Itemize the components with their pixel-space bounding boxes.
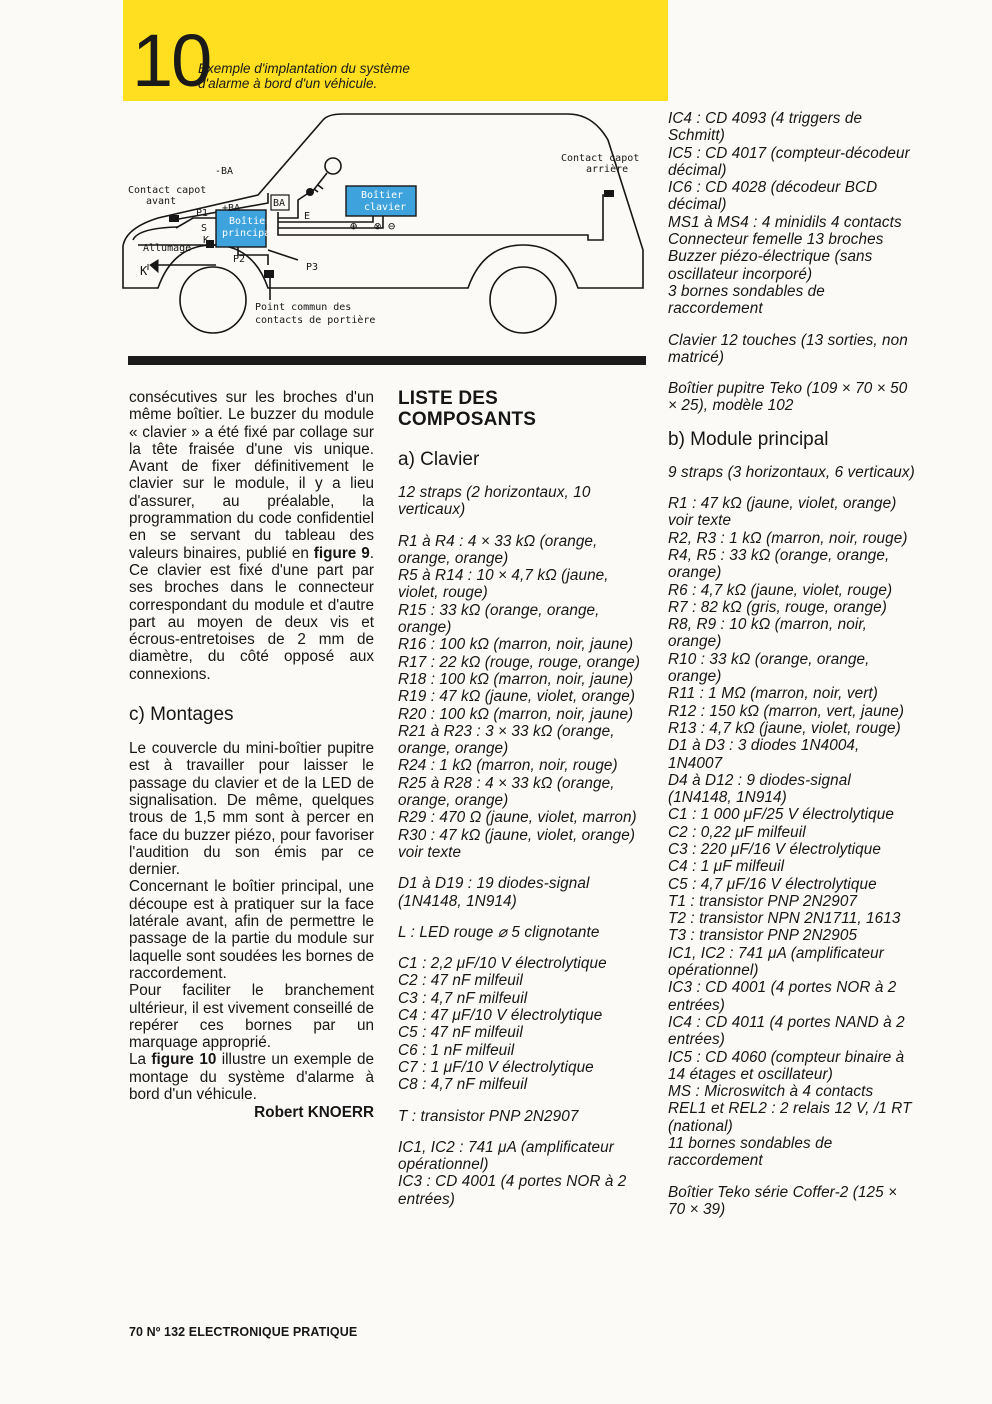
- label-e: E: [304, 211, 311, 222]
- page-footer: 70 Nº 132 ELECTRONIQUE PRATIQUE: [129, 1325, 358, 1339]
- figure-caption: [198, 61, 518, 91]
- component-item: IC5 : CD 4017 (compteur-décodeur décimal): [668, 144, 910, 179]
- component-item: R29 : 470 Ω (jaune, violet, marron): [398, 809, 637, 827]
- component-group: [668, 332, 916, 367]
- component-item: 3 bornes sondables de raccordement: [668, 282, 825, 318]
- article-paragraph: [129, 389, 374, 683]
- minus-terminal-icon: ⊖: [388, 219, 396, 233]
- component-item: IC3 : CD 4001 (4 portes NOR à 2 entrées): [668, 979, 897, 1014]
- section-heading-clavier: a) Clavier: [398, 449, 480, 470]
- component-item: C6 : 1 nF milfeuil: [398, 1041, 515, 1059]
- component-item: IC6 : CD 4028 (décodeur BCD décimal): [668, 179, 878, 214]
- component-group: [668, 1184, 916, 1219]
- component-group: [668, 464, 916, 481]
- component-item: C8 : 4,7 nF milfeuil: [398, 1076, 528, 1094]
- component-groups: [668, 464, 916, 1218]
- component-item: R20 : 100 kΩ (marron, noir, jaune): [398, 705, 634, 723]
- article-text: illustre un exemple de montage du système d'alarme à bord d'un véhicule.: [129, 1051, 374, 1103]
- label-p2: P2: [233, 254, 246, 265]
- component-item: R16 : 100 kΩ (marron, noir, jaune): [398, 636, 634, 654]
- component-item: R4, R5 : 33 kΩ (orange, orange, orange): [668, 546, 890, 582]
- component-item: R19 : 47 kΩ (jaune, violet, orange): [398, 688, 636, 706]
- article-paragraph: Le couvercle du mini-boîtier pupitre est à travailler pour laisser le passage du clavier et de la LED de signalisation. De même, quelques trous de 1,5 mm sont à percer en face du buzzer piézo, pour favoriser l'audition du son émis par ce dernier.: [129, 740, 374, 879]
- components-title-line: COMPOSANTS: [398, 409, 537, 430]
- label-k: K: [203, 235, 210, 246]
- figure-number: 10: [132, 19, 211, 102]
- component-item: T2 : transistor NPN 2N1711, 1613: [668, 910, 901, 928]
- component-item: R2, R3 : 1 kΩ (marron, noir, rouge): [668, 529, 908, 547]
- component-item: D4 à D12 : 9 diodes-signal (1N4148, 1N914): [668, 771, 851, 807]
- component-group: [668, 495, 916, 1170]
- component-item: R8, R9 : 10 kΩ (marron, noir, orange): [668, 616, 868, 651]
- component-item: C1 : 2,2 μF/10 V électrolytique: [398, 955, 607, 973]
- label-allumage: Allumage: [143, 243, 192, 254]
- component-group: [398, 1139, 646, 1208]
- article-text: . Ce clavier est fixé d'une part par ses broches dans le connecteur correspondant du module et d'autre part au moyen de deux vis et écrous-entretoises de 2 mm de diamètre, du côté opposé aux connexions.: [129, 544, 374, 683]
- component-item: C3 : 220 μF/16 V électrolytique: [668, 840, 881, 858]
- component-item: Boîtier pupitre Teko (109 × 70 × 50 × 25), modèle 102: [668, 380, 908, 415]
- label-contacts-portiere: contacts de portière: [255, 315, 376, 326]
- component-item: R7 : 82 kΩ (gris, rouge, orange): [668, 598, 887, 616]
- label-k-horn: K: [140, 264, 148, 278]
- component-item: T1 : transistor PNP 2N2907: [668, 892, 858, 910]
- article-paragraph: [129, 1051, 374, 1103]
- component-item: R13 : 4,7 kΩ (jaune, violet, rouge): [668, 719, 901, 737]
- component-item: R10 : 33 kΩ (orange, orange, orange): [668, 650, 870, 686]
- x-terminal-icon: ⊗: [374, 219, 382, 233]
- component-item: D1 à D3 : 3 diodes 1N4004, 1N4007: [668, 737, 860, 772]
- component-item: IC5 : CD 4060 (compteur binaire à 14 étages et oscillateur): [668, 1048, 905, 1083]
- component-group: [398, 875, 646, 910]
- component-item: IC4 : CD 4093 (4 triggers de Schmitt): [668, 110, 863, 145]
- component-item: MS1 à MS4 : 4 minidils 4 contacts: [668, 213, 902, 231]
- label-clavier: clavier: [364, 202, 407, 213]
- component-item: IC1, IC2 : 741 μA (amplificateur opérationnel): [398, 1138, 614, 1174]
- component-group: [398, 955, 646, 1093]
- component-item: C1 : 1 000 μF/25 V électrolytique: [668, 806, 894, 824]
- component-group: [398, 484, 646, 519]
- article-paragraph: Concernant le boîtier principal, une découpe est à pratiquer sur la face latérale avant, afin de permettre le passage de la partie du module sur laquelle sont soudées les bornes de raccordement.: [129, 878, 374, 982]
- component-item: Connecteur femelle 13 broches: [668, 231, 884, 249]
- component-item: REL1 et REL2 : 2 relais 12 V, /1 RT (national): [668, 1100, 912, 1135]
- author-name: Robert KNOERR: [254, 1104, 374, 1122]
- component-group: [398, 533, 646, 862]
- component-item: Boîtier Teko série Coffer-2 (125 × 70 × 39): [668, 1183, 898, 1218]
- article-text: consécutives sur les broches d'un même boîtier. Le buzzer du module « clavier » a été fixé par collage sur la tête fraisée d'une vis unique. Avant de fixer définitivement le clavier sur le module, il y a lieu d'assurer, au préalable, la programmation du code confidentiel en se servant du tableau des valeurs binaires, publié en: [129, 389, 374, 562]
- label-ba: BA: [273, 198, 286, 209]
- component-item: D1 à D19 : 19 diodes-signal (1N4148, 1N914): [398, 875, 590, 910]
- component-item: R11 : 1 MΩ (marron, noir, vert): [668, 685, 878, 703]
- figure-caption-line: Exemple d'implantation du système: [198, 61, 410, 76]
- component-item: L : LED rouge ⌀ 5 clignotante: [398, 923, 600, 941]
- component-item: C3 : 4,7 nF milfeuil: [398, 989, 528, 1007]
- figure-reference: figure 9: [313, 544, 370, 562]
- component-item: IC1, IC2 : 741 μA (amplificateur opérationnel): [668, 944, 884, 980]
- article-column: [129, 389, 374, 1122]
- component-item: C2 : 47 nF milfeuil: [398, 972, 523, 990]
- component-group: [668, 380, 916, 415]
- component-item: C5 : 47 nF milfeuil: [398, 1024, 523, 1042]
- figure-caption-line: d'alarme à bord d'un véhicule.: [198, 76, 378, 91]
- label-point-commun: Point commun des: [255, 302, 352, 313]
- component-item: R25 à R28 : 4 × 33 kΩ (orange, orange, orange): [398, 774, 615, 810]
- label-arriere: arrière: [586, 164, 629, 175]
- component-item: Clavier 12 touches (13 sorties, non matricé): [668, 331, 908, 366]
- car-alarm-diagram: [118, 100, 673, 350]
- components-list-column: [398, 388, 646, 1222]
- component-item: R5 à R14 : 10 × 4,7 kΩ (jaune, violet, rouge): [398, 567, 609, 602]
- label-p1: P1: [196, 208, 209, 219]
- component-item: IC3 : CD 4001 (4 portes NOR à 2 entrées): [398, 1173, 627, 1208]
- component-item: R6 : 4,7 kΩ (jaune, violet, rouge): [668, 581, 893, 599]
- figure-divider: [128, 356, 646, 365]
- label-p3: P3: [306, 262, 319, 273]
- label-plus-ba: +BA: [222, 203, 241, 214]
- component-item: C4 : 1 μF milfeuil: [668, 858, 785, 876]
- component-item: T3 : transistor PNP 2N2905: [668, 927, 858, 945]
- label-s: S: [201, 223, 208, 234]
- component-item: R24 : 1 kΩ (marron, noir, rouge): [398, 757, 618, 775]
- label-boitier-principal: Boîtier: [229, 216, 272, 227]
- components-title-line: LISTE DES: [398, 388, 498, 409]
- label-boitier-clavier: Boîtier: [361, 190, 404, 201]
- component-item: R15 : 33 kΩ (orange, orange, orange): [398, 601, 600, 637]
- components-list-column-2: [668, 110, 916, 1232]
- component-group: [668, 110, 916, 318]
- label-principal: principal: [222, 228, 277, 239]
- label-contact-capot-avant: Contact capot: [128, 185, 207, 196]
- component-item: R17 : 22 kΩ (rouge, rouge, orange): [398, 653, 641, 671]
- label-avant: avant: [146, 196, 177, 207]
- component-item: Buzzer piézo-électrique (sans oscillateur incorporé): [668, 248, 873, 283]
- component-item: R1 : 47 kΩ (jaune, violet, orange) voir texte: [668, 495, 897, 530]
- component-item: R1 à R4 : 4 × 33 kΩ (orange, orange, orange): [398, 532, 598, 567]
- component-groups: [398, 484, 646, 1208]
- component-group: [398, 1108, 646, 1125]
- component-item: C5 : 4,7 μF/16 V électrolytique: [668, 875, 877, 893]
- label-minus-ba: -BA: [215, 166, 234, 177]
- component-item: R18 : 100 kΩ (marron, noir, jaune): [398, 670, 634, 688]
- component-item: 12 straps (2 horizontaux, 10 verticaux): [398, 484, 591, 519]
- label-contact-capot-arriere: Contact capot: [561, 153, 640, 164]
- component-item: 11 bornes sondables de raccordement: [668, 1135, 833, 1170]
- component-item: MS : Microswitch à 4 contacts: [668, 1083, 874, 1101]
- component-group: [398, 924, 646, 941]
- component-item: IC4 : CD 4011 (4 portes NAND à 2 entrées): [668, 1013, 905, 1049]
- plus-terminal-icon: ⊕: [350, 219, 358, 233]
- components-title: [398, 388, 646, 430]
- article-text: La: [129, 1051, 152, 1069]
- component-item: T : transistor PNP 2N2907: [398, 1107, 579, 1125]
- component-item: R12 : 150 kΩ (marron, vert, jaune): [668, 702, 905, 720]
- component-item: R30 : 47 kΩ (jaune, violet, orange) voir texte: [398, 826, 636, 861]
- figure-reference: figure 10: [151, 1051, 217, 1069]
- component-item: C2 : 0,22 μF milfeuil: [668, 823, 806, 841]
- component-item: 9 straps (3 horizontaux, 6 verticaux): [668, 463, 915, 481]
- section-heading-module-principal: b) Module principal: [668, 428, 829, 450]
- section-heading-montages: c) Montages: [129, 704, 234, 726]
- article-paragraph: Pour faciliter le branchement ultérieur, il est vivement conseillé de repérer ces bornes par un marquage approprié.: [129, 982, 374, 1052]
- component-item: C7 : 1 μF/10 V électrolytique: [398, 1058, 594, 1076]
- component-item: R21 à R23 : 3 × 33 kΩ (orange, orange, orange): [398, 722, 615, 758]
- component-groups: [668, 110, 916, 415]
- component-item: C4 : 47 μF/10 V électrolytique: [398, 1007, 603, 1025]
